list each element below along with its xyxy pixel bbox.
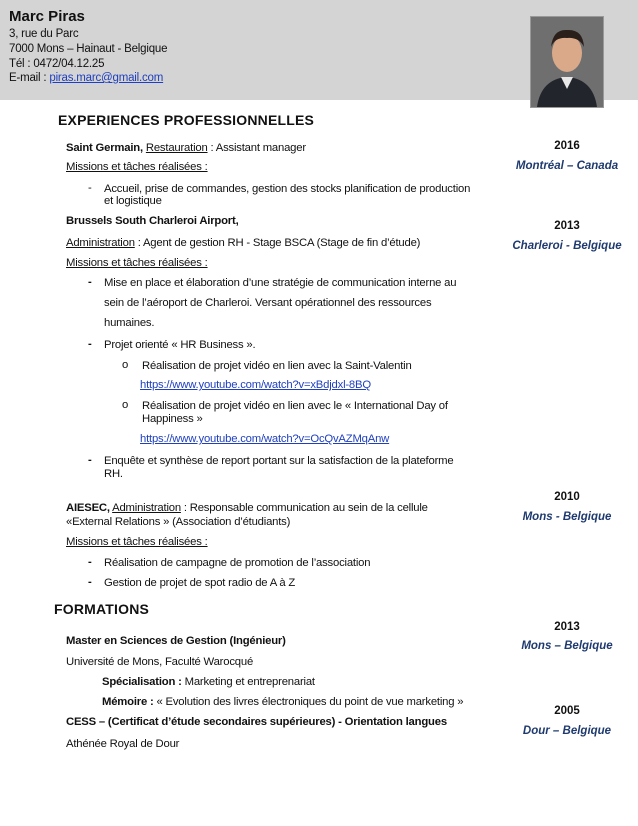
section-title-experiences: EXPERIENCES PROFESSIONNELLES xyxy=(58,112,315,128)
job2-sub2-line2: Happiness » xyxy=(142,413,203,425)
job1-location: Montréal – Canada xyxy=(515,160,619,172)
job2-bullet1-line2: sein de l’aéroport de Charleroi. Versant opérationnel des ressources xyxy=(104,297,432,309)
job3-sector: Administration xyxy=(112,502,181,514)
job2-bullet3-line2: RH. xyxy=(104,468,123,480)
formation1-mem-value: « Evolution des livres électroniques du point de vue marketing » xyxy=(153,696,464,708)
job2-sub1-link[interactable]: https://www.youtube.com/watch?v=xBdjdxl-8BQ xyxy=(140,379,371,391)
email-label: E-mail : xyxy=(9,72,50,84)
profile-photo xyxy=(530,16,604,108)
phone: Tél : 0472/04.12.25 xyxy=(9,58,105,70)
job2-bullet2: Projet orienté « HR Business ». xyxy=(104,339,256,351)
job3-role-line2: «External Relations » (Association d’étudiants) xyxy=(66,516,291,528)
job1-bullet1-line2: et logistique xyxy=(104,195,162,207)
job3-bullet1: Réalisation de campagne de promotion de l’association xyxy=(104,557,371,569)
person-photo-icon xyxy=(531,17,603,107)
job3-title xyxy=(66,501,428,515)
job2-sector: Administration xyxy=(66,237,135,249)
address-line-2: 7000 Mons – Hainaut - Belgique xyxy=(9,43,168,55)
formation1-degree: Master en Sciences de Gestion (Ingénieur) xyxy=(66,635,286,647)
job1-bullet1-line1: Accueil, prise de commandes, gestion des stocks planification de production xyxy=(104,183,471,195)
formation1-year: 2013 xyxy=(554,621,580,633)
dash-bullet: - xyxy=(88,556,92,568)
email-line xyxy=(9,72,163,84)
dash-bullet: - xyxy=(88,276,92,288)
job2-missions-label: Missions et tâches réalisées : xyxy=(66,257,208,269)
formation2-degree: CESS – (Certificat d’étude secondaires supérieures) - Orientation langues xyxy=(66,716,447,728)
formation2-year: 2005 xyxy=(554,705,580,717)
formation1-school: Université de Mons, Faculté Warocqué xyxy=(66,656,254,668)
formation2-school: Athénée Royal de Dour xyxy=(66,738,180,750)
formation1-spec-label: Spécialisation : xyxy=(102,676,182,688)
formation1-specialisation xyxy=(102,675,315,689)
job2-bullet1-line3: humaines. xyxy=(104,317,155,329)
job3-missions-label: Missions et tâches réalisées : xyxy=(66,536,208,548)
formation1-mem-label: Mémoire : xyxy=(102,696,154,708)
job3-location: Mons - Belgique xyxy=(522,511,612,523)
job2-sub2-line1: Réalisation de projet vidéo en lien avec le « International Day of xyxy=(142,400,448,412)
job2-location: Charleroi - Belgique xyxy=(512,240,622,252)
job1-sector: Restauration xyxy=(145,142,208,154)
section-title-formations: FORMATIONS xyxy=(54,601,150,617)
formation1-memoire xyxy=(102,695,463,709)
job2-title xyxy=(66,236,420,250)
circle-bullet: o xyxy=(122,399,129,411)
dash-bullet: - xyxy=(88,338,92,350)
job2-company: Brussels South Charleroi Airport, xyxy=(66,215,239,227)
job3-company: AIESEC, xyxy=(66,502,110,514)
job2-bullet3-line1: Enquête et synthèse de report portant sur la satisfaction de la plateforme xyxy=(104,455,454,467)
formation1-spec-value: Marketing et entreprenariat xyxy=(181,676,315,688)
job2-sub1: Réalisation de projet vidéo en lien avec la Saint-Valentin xyxy=(142,360,412,372)
job2-sub2-link[interactable]: https://www.youtube.com/watch?v=OcQvAZMqAnw xyxy=(140,433,390,445)
job2-bullet1-line1: Mise en place et élaboration d’une stratégie de communication interne au xyxy=(104,277,457,289)
job1-missions-label: Missions et tâches réalisées : xyxy=(66,161,208,173)
dash-bullet: - xyxy=(88,182,92,194)
formation1-location: Mons – Belgique xyxy=(521,640,613,652)
job1-title xyxy=(66,141,306,155)
job1-year: 2016 xyxy=(554,140,580,152)
formation2-location: Dour – Belgique xyxy=(522,725,612,737)
job1-role: : Assistant manager xyxy=(207,142,306,154)
job2-year: 2013 xyxy=(554,220,580,232)
circle-bullet: o xyxy=(122,359,129,371)
candidate-name: Marc Piras xyxy=(9,8,85,25)
job3-year: 2010 xyxy=(554,491,580,503)
job1-company: Saint Germain, xyxy=(66,142,143,154)
job3-bullet2: Gestion de projet de spot radio de A à Z xyxy=(104,577,296,589)
dash-bullet: - xyxy=(88,576,92,588)
job2-role: : Agent de gestion RH - Stage BSCA (Stage de fin d’étude) xyxy=(134,237,421,249)
dash-bullet: - xyxy=(88,454,92,466)
email-link[interactable]: piras.marc@gmail.com xyxy=(49,72,164,84)
job3-role-line1: : Responsable communication au sein de la cellule xyxy=(180,502,428,514)
address-line-1: 3, rue du Parc xyxy=(9,28,79,40)
